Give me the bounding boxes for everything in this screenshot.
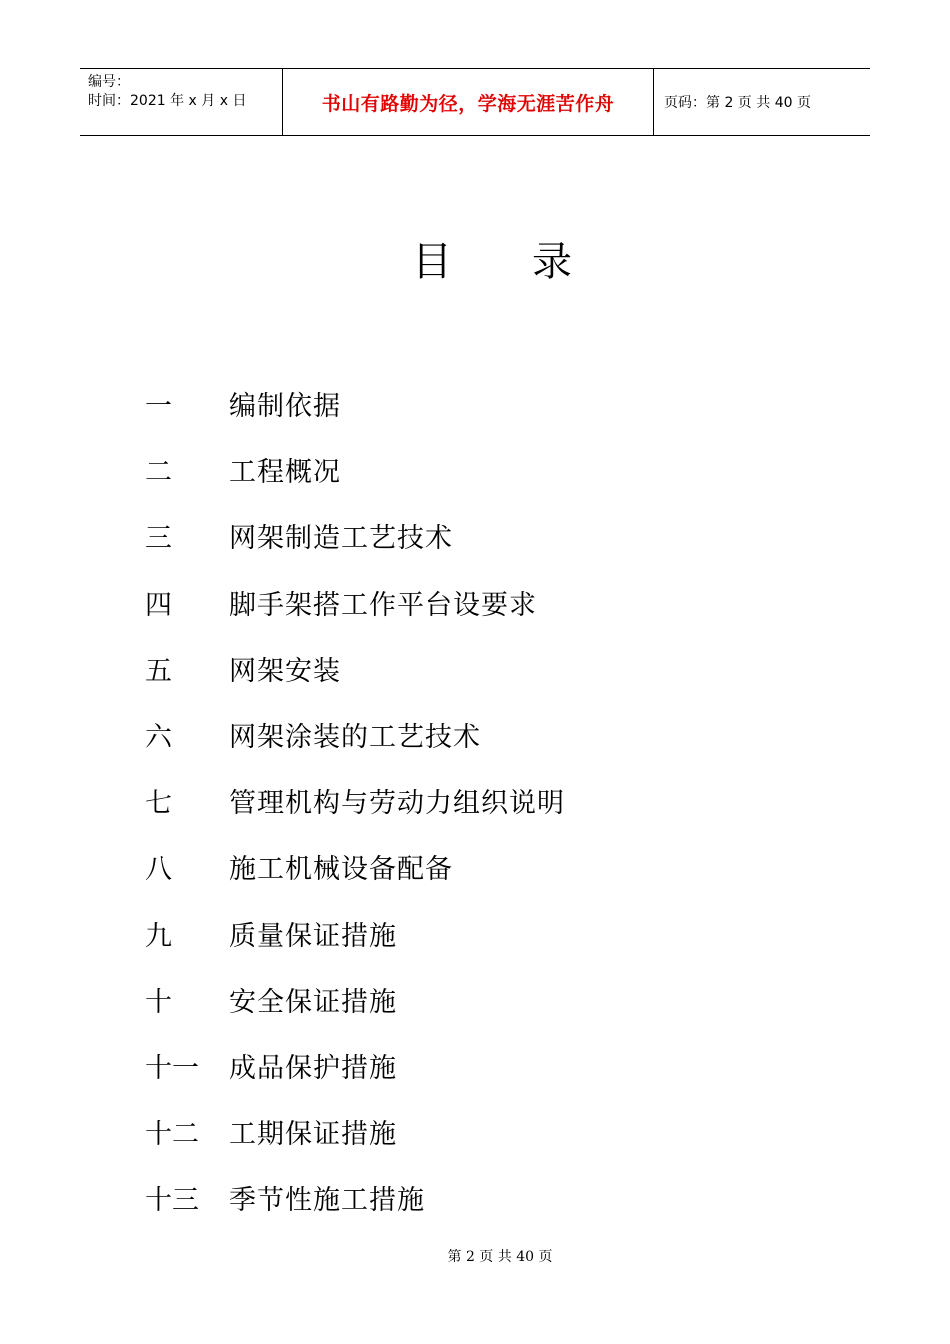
toc-title-char-1: 目 [412,239,452,285]
toc-item [145,512,845,578]
header-motto: 书山有路勤为径，学海无涯苦作舟 [321,92,615,115]
document-number-label: 编号： [88,74,130,90]
toc-item-number: 六 [145,721,172,753]
toc-item-number: 九 [145,920,172,952]
toc-item-text: 管理机构与劳动力组织说明 [229,788,565,820]
page-header [80,68,870,136]
toc-item-text: 季节性施工措施 [229,1185,425,1217]
toc-item-text: 网架安装 [229,655,341,687]
toc-item-number: 十 [145,986,172,1018]
toc-item [145,380,845,446]
toc-item-text: 安全保证措施 [229,986,397,1018]
toc-item-text: 施工机械设备配备 [229,854,453,886]
header-info-cell [80,69,282,135]
toc-item-number: 五 [145,655,172,687]
toc-item [145,910,845,976]
toc-item-text: 成品保护措施 [229,1052,397,1084]
toc-item-number: 七 [145,788,172,820]
footer-page-number: 第 2 页 共 40 页 [447,1249,553,1265]
toc-item [145,1174,845,1240]
document-date: 时间：2021 年 x 月 x 日 [88,93,247,109]
header-page-info: 页码：第 2 页 共 40 页 [664,95,811,111]
header-motto-cell [282,69,654,135]
toc-item-number: 二 [145,457,172,489]
toc-item-text: 脚手架搭工作平台设要求 [229,589,537,621]
toc-item-number: 八 [145,854,172,886]
toc-item-text: 网架制造工艺技术 [229,523,453,555]
toc-item-number: 十二 [145,1119,199,1151]
toc-item [145,446,845,512]
table-of-contents [145,380,845,1240]
toc-item [145,843,845,909]
toc-item-text: 网架涂装的工艺技术 [229,721,481,753]
toc-item [145,579,845,645]
toc-item-text: 编制依据 [229,391,341,422]
header-page-cell [654,69,870,135]
toc-item [145,777,845,843]
toc-item [145,976,845,1042]
toc-item [145,645,845,711]
toc-title-char-2: 录 [532,239,572,285]
toc-item-number: 四 [145,589,172,621]
toc-title [0,230,950,290]
toc-item-number: 三 [145,523,172,555]
toc-item-text: 工期保证措施 [229,1119,397,1151]
toc-item-number: 一 [145,391,172,422]
toc-item [145,1108,845,1174]
toc-item [145,1042,845,1108]
toc-item [145,711,845,777]
page-footer [0,1246,950,1266]
toc-item-text: 质量保证措施 [229,920,397,952]
toc-item-text: 工程概况 [229,457,341,489]
toc-item-number: 十三 [145,1185,199,1217]
toc-item-number: 十一 [145,1052,199,1084]
